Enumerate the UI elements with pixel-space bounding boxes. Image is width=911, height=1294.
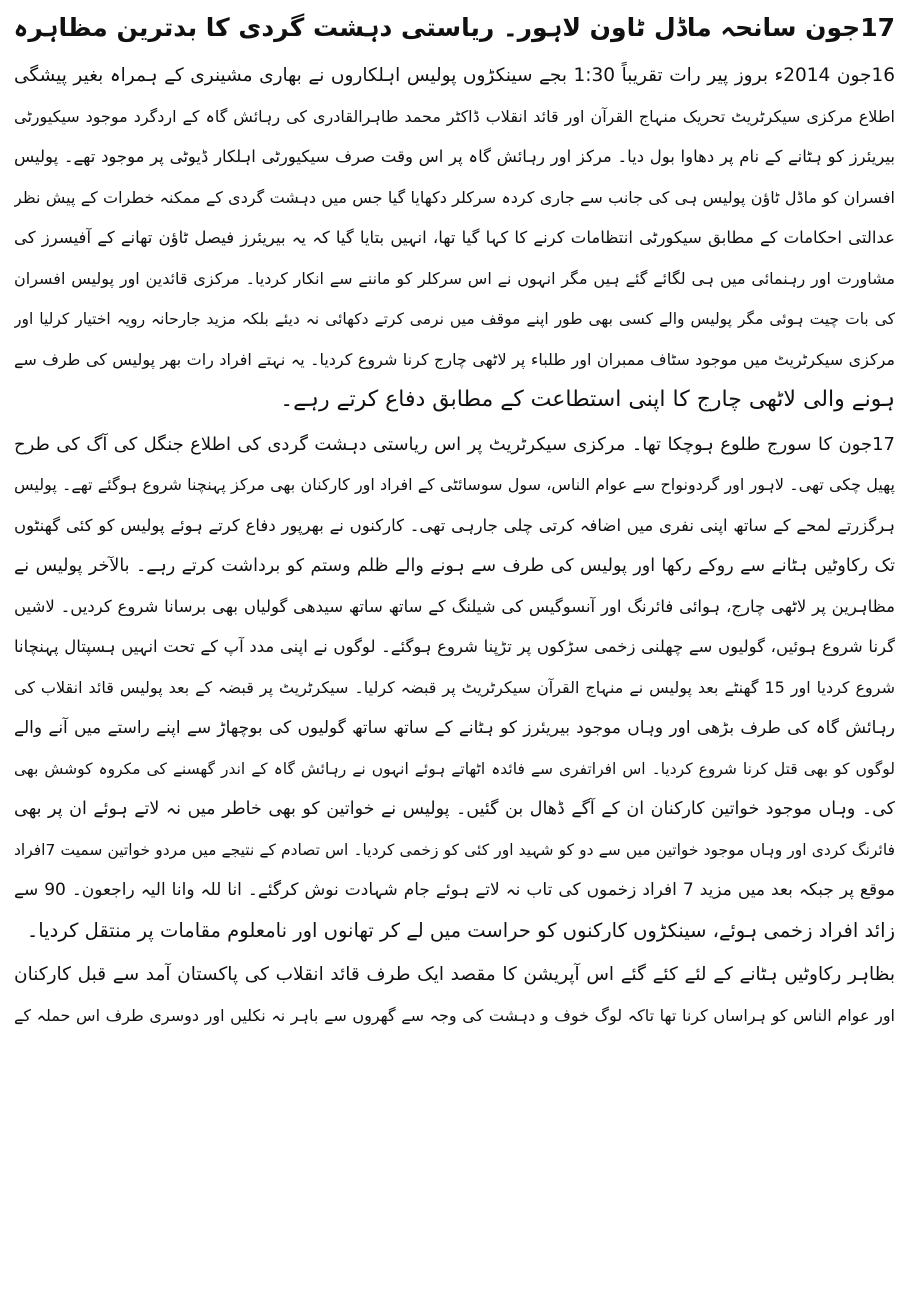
paragraph-line: شروع کردیا اور 15 گھنٹے بعد پولیس نے منہاج القرآن سیکرٹریٹ پر قبضہ کرلیا۔ سیکرٹریٹ پر قبضہ کے بعد پولیس قائد انقلاب کی [14,677,895,697]
paragraph [14,56,895,421]
article-body [14,56,895,1036]
paragraph-line: عدالتی احکامات کے مطابق سیکورٹی انتظامات کرنے کا کہا گیا تھا، انہیں بتایا گیا کہ یہ بیریئرز فیصل ٹاؤن تھانے کے آفیسرز کی [14,228,895,247]
paragraph-line: فائرنگ کردی اور وہاں موجود خواتین میں سے دو کو شہید اور کئی کو زخمی کردیا۔ اس تصادم کے نتیجے میں مردو خواتین سمیت 7افراد [14,840,895,859]
paragraph-line: ہرگزرتے لمحے کے ساتھ اپنی نفری میں اضافہ کرتی چلی جارہی تھی۔ کارکنوں نے بھرپور دفاع کرتے ہوئے پولیس کو کئی گھنٹوں [14,515,895,535]
paragraph-line: افسران کو ماڈل ٹاؤن پولیس ہی کی جانب سے جاری کردہ سرکلر دکھایا گیا جس میں دہشت گردی کے ممکنہ خطرات کے پیش نظر [14,187,895,207]
paragraph-line: 17جون کا سورج طلوع ہوچکا تھا۔ مرکزی سیکرٹریٹ پر اس ریاستی دہشت گردی کی اطلاع جنگل کی آگ کی طرح [14,433,895,455]
paragraph-line: ہونے والی لاٹھی چارج کا اپنی استطاعت کے مطابق دفاع کرتے رہے۔ [280,387,895,412]
paragraph-line: اطلاع مرکزی سیکرٹریٹ تحریک منہاج القرآن اور قائد انقلاب ڈاکٹر محمد طاہرالقادری کی رہائش گاہ کے اردگرد موجود سیکیورٹی [14,106,895,126]
paragraph-line: کی۔ وہاں موجود خواتین کارکنان ان کے آگے ڈھال بن گئیں۔ پولیس نے خواتین کو بھی خاطر میں نہ لاتے ہوئے ان پر بھی [14,799,895,819]
paragraph-line: زائد افراد زخمی ہوئے، سینکڑوں کارکنوں کو حراست میں لے کر تھانوں اور نامعلوم مقامات پر منتقل کردیا۔ [26,918,895,942]
paragraph-line: بیریئرز کو ہٹانے کے نام پر دھاوا بول دیا۔ مرکز اور رہائش گاہ پر اس وقت صرف سیکیورٹی اہلکار ڈیوٹی پر موجود تھے۔ پولیس [14,147,895,166]
paragraph-line: مرکزی سیکرٹریٹ میں موجود سٹاف ممبران اور طلباء پر لاٹھی چارج کرنا شروع کردیا۔ یہ نہتے افراد رات بھر پولیس کی طرف سے [14,349,895,369]
paragraph-line: گرنا شروع ہوئیں، گولیوں سے چھلنی زخمی سڑکوں پر تڑپنا شروع ہوگئے۔ لوگوں نے اپنی مدد آپ کے تحت انہیں ہسپتال پہنچانا [14,637,895,656]
paragraph-line: موقع پر جبکہ بعد میں مزید 7 افراد زخموں کی تاب نہ لاتے ہوئے جام شہادت نوش کرگئے۔ انا للہ وانا الیہ راجعون۔ 90 سے [14,880,895,900]
paragraph-line: کی بات چیت ہوئی مگر پولیس والے کسی بھی طور اپنے موقف میں نرمی کرتے دکھائی نہ دیئے بلکہ مزید جارحانہ رویہ اختیار کرلیا اور [14,310,895,328]
paragraph-line: پھیل چکی تھی۔ لاہور اور گردونواح سے عوام الناس، سول سوسائٹی کے افراد اور کارکنان بھی مرکز پہنچنا شروع ہوگئے تھے۔ پولیس [14,475,895,494]
paragraph-line: تک رکاوٹیں ہٹانے سے روکے رکھا اور پولیس کی طرف سے ہونے والے ظلم وستم کو برداشت کرتے رہے۔ بالآخر پولیس نے [14,556,895,576]
paragraph-line: اور عوام الناس کو ہراساں کرنا تھا تاکہ لوگ خوف و دہشت کی وجہ سے گھروں سے باہر نہ نکلیں اور دوسری طرف اس حملہ کے [14,1005,895,1025]
paragraph-line: لوگوں کو بھی قتل کرنا شروع کردیا۔ اس افراتفری سے فائدہ اٹھاتے ہوئے انہوں نے رہائش گاہ کے اندر گھسنے کی مکروہ کوشش بھی [14,759,895,778]
paragraph [14,955,895,1036]
paragraph-line: مظاہرین پر لاٹھی چارج، ہوائی فائرنگ اور آنسوگیس کی شیلنگ کے ساتھ ساتھ سیدھی گولیاں بھی برسانا شروع کردیں۔ لاشیں [14,596,895,616]
paragraph-line: بظاہر رکاوٹیں ہٹانے کے لئے کئے گئے اس آپریشن کا مقصد ایک طرف قائد انقلاب کی پاکستان آمد سے قبل کارکنان [14,964,895,985]
paragraph-line: رہائش گاہ کی طرف بڑھی اور وہاں موجود بیریئرز کو ہٹانے کے ساتھ ساتھ گولیوں کی بوچھاڑ سے اپنے راستے میں آنے والے [14,718,895,738]
article-title: 17جون سانحہ ماڈل ٹاون لاہور۔ ریاستی دہشت گردی کا بدترین مظاہرہ [14,13,895,42]
paragraph [14,425,895,952]
paragraph-line: 16جون 2014ء بروز پیر رات تقریباً 1:30 بجے سینکڑوں پولیس اہلکاروں نے بھاری مشینری کے ہمراہ بغیر پیشگی [14,65,895,86]
paragraph-line: مشاورت اور رہنمائی میں ہی لگائے گئے ہیں مگر انہوں نے اس سرکلر کو ماننے سے انکار کردیا۔ مرکزی قائدین اور پولیس افسران [14,268,895,288]
